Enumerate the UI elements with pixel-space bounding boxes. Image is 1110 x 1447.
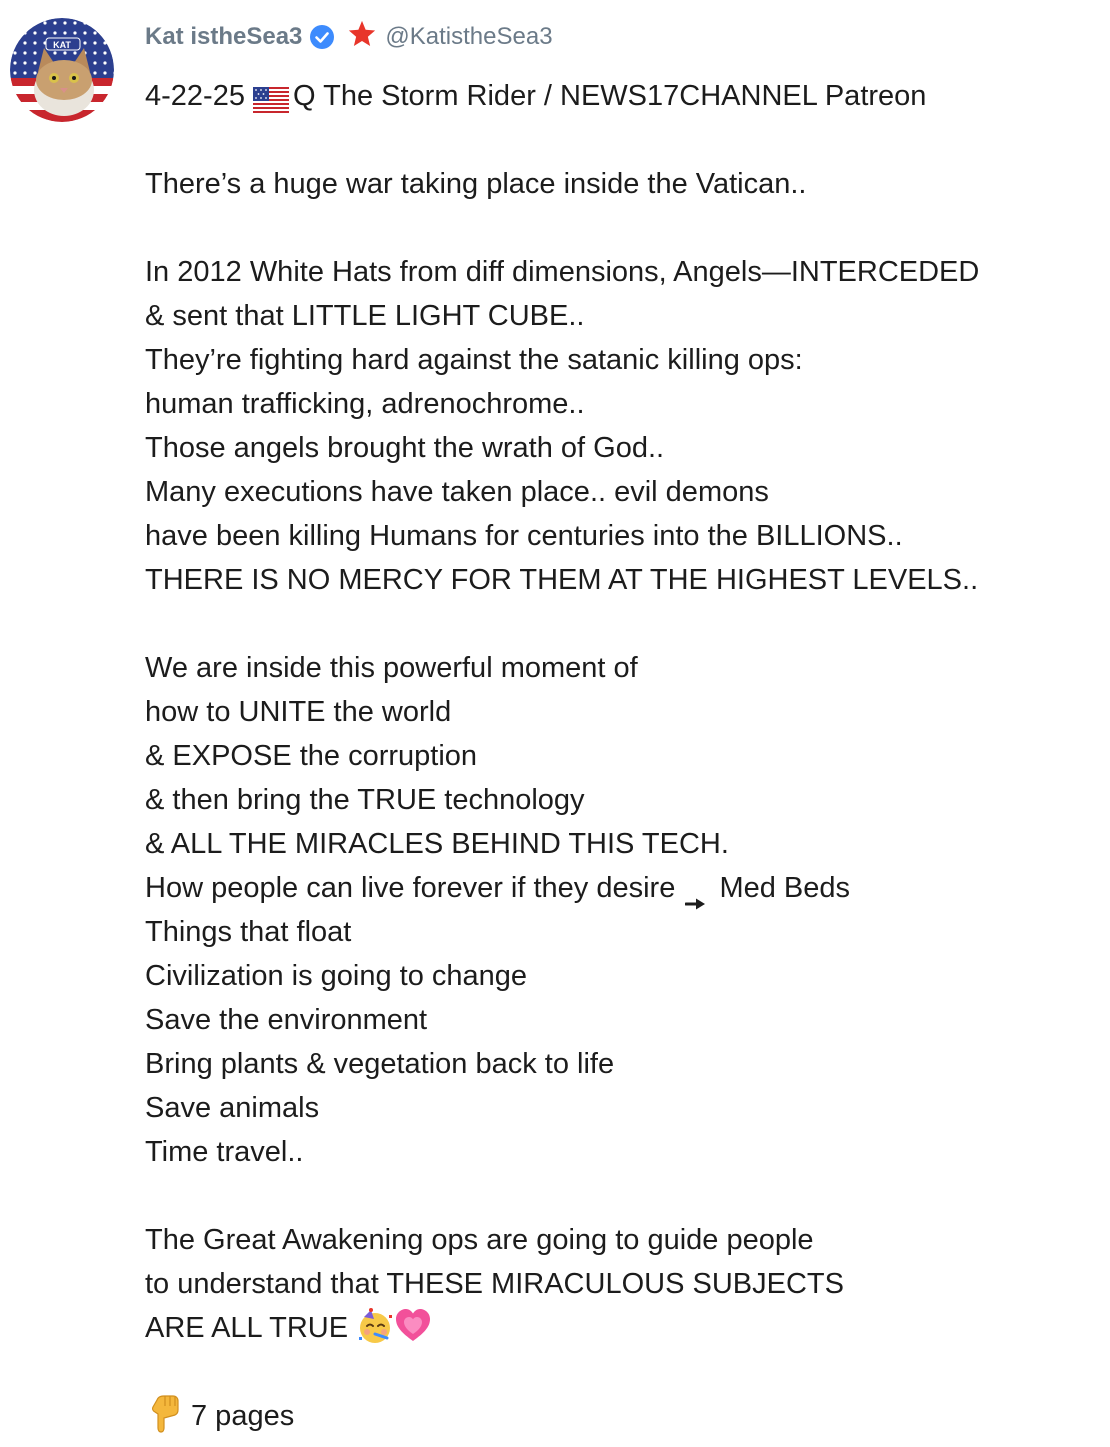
- text-line: Many executions have taken place.. evil demons: [145, 476, 769, 508]
- post-title-line: [145, 74, 1095, 118]
- text-line: human trafficking, adrenochrome..: [145, 388, 585, 420]
- text-segment: ARE ALL TRUE: [145, 1312, 349, 1344]
- text-line: how to UNITE the world: [145, 696, 452, 728]
- red-star-icon: [347, 19, 377, 49]
- text-line: The Great Awakening ops are going to guide people: [145, 1224, 814, 1256]
- spacer: [145, 602, 1095, 646]
- avatar-badge-text: KAT: [53, 40, 71, 50]
- text-line: Those angels brought the wrath of God..: [145, 432, 665, 464]
- cat-avatar-icon: [10, 18, 114, 122]
- avatar[interactable]: [10, 18, 114, 122]
- text-line: Time travel..: [145, 1136, 304, 1168]
- display-name[interactable]: Kat istheSea3: [145, 23, 303, 50]
- pages-count: 7 pages: [191, 1400, 295, 1432]
- text-line: THERE IS NO MERCY FOR THEM AT THE HIGHEST LEVELS..: [145, 564, 979, 596]
- party-face-icon: [356, 1307, 394, 1345]
- text-segment: How people can live forever if they desire: [145, 872, 676, 904]
- text-line: Save the environment: [145, 1004, 428, 1036]
- spacer: [145, 1174, 1095, 1218]
- pages-footer[interactable]: [145, 1394, 1095, 1438]
- us-flag-icon: [253, 82, 289, 108]
- text-segment: Med Beds: [719, 872, 851, 904]
- text-line: Things that float: [145, 916, 352, 948]
- text-line: Civilization is going to change: [145, 960, 528, 992]
- text-line: There’s a huge war taking place inside the Vatican..: [145, 168, 807, 200]
- text-line: to understand that THESE MIRACULOUS SUBJECTS: [145, 1268, 844, 1300]
- verified-badge-icon: [309, 24, 335, 50]
- growing-heart-icon: [394, 1307, 432, 1345]
- post-date: 4-22-25: [145, 80, 245, 112]
- text-line: & sent that LITTLE LIGHT CUBE..: [145, 300, 585, 332]
- pointing-down-hand-icon: [149, 1394, 181, 1434]
- spacer: [145, 206, 1095, 250]
- text-line: Bring plants & vegetation back to life: [145, 1048, 615, 1080]
- post-title: Q The Storm Rider / NEWS17CHANNEL Patreon: [293, 80, 927, 112]
- text-line-with-arrow: [145, 866, 1095, 910]
- text-line: In 2012 White Hats from diff dimensions, Angels—INTERCEDED: [145, 256, 980, 288]
- text-line: & EXPOSE the corruption: [145, 740, 478, 772]
- text-line: have been killing Humans for centuries into the BILLIONS..: [145, 520, 903, 552]
- text-line-with-emoji: [145, 1306, 1095, 1350]
- post-body: [145, 74, 1095, 1438]
- text-line: & ALL THE MIRACLES BEHIND THIS TECH.: [145, 828, 729, 860]
- text-line: We are inside this powerful moment of: [145, 652, 638, 684]
- spacer: [145, 1350, 1095, 1394]
- text-line: They’re fighting hard against the satanic killing ops:: [145, 344, 803, 376]
- text-line: Save animals: [145, 1092, 320, 1124]
- user-handle[interactable]: @KatistheSea3: [385, 23, 553, 50]
- spacer: [145, 118, 1095, 162]
- text-line: & then bring the TRUE technology: [145, 784, 585, 816]
- post-header: [145, 18, 553, 56]
- right-arrow-icon: [685, 880, 707, 894]
